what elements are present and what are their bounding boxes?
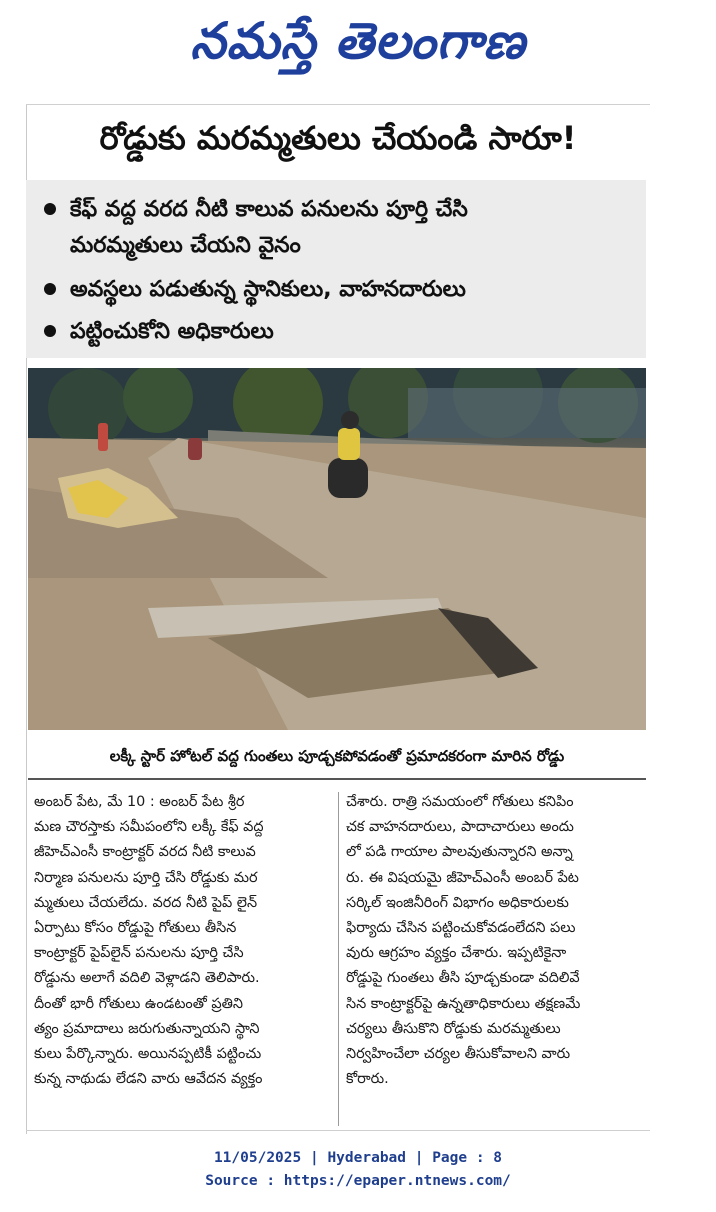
bullet-text: మరమ్మతులు చేయని వైనం: [70, 233, 301, 258]
body-line: మణ చౌరస్తాకు సమీపంలోని లక్కీ కేఫ్ వద్ద: [34, 819, 264, 836]
body-line: వురు ఆగ్రహం వ్యక్తం చేశారు. ఇప్పటికైనా: [346, 945, 567, 962]
bullet-dot-icon: [44, 325, 56, 337]
summary-bullets: [26, 180, 646, 358]
body-line: సిన కాంట్రాక్టర్‌పై ఉన్నతాధికారులు తక్షణమే: [346, 995, 581, 1012]
road-photo-illustration: [28, 368, 646, 730]
body-line: చర్యలు తీసుకొని రోడ్డుకు మరమ్మతులు: [346, 1020, 561, 1037]
body-line: కున్న నాథుడు లేడని వారు ఆవేదన వ్యక్తం: [34, 1071, 263, 1088]
bullet-text: కేఫ్ వద్ద వరద నీటి కాలువ పనులను పూర్తి చేసి: [70, 197, 468, 222]
bullet-dot-icon: [44, 283, 56, 295]
photo-caption: లక్కీ స్టార్ హోటల్ వద్ద గుంతలు పూడ్చకపోవడంతో ప్రమాదకరంగా మారిన రోడ్డు: [109, 747, 565, 765]
body-line: సర్కిల్ ఇంజినీరింగ్ విభాగం అధికారులకు: [346, 894, 569, 911]
road-photo: [28, 368, 646, 730]
article-headline: రోడ్డుకు మరమ్మతులు చేయండి సారూ!: [99, 119, 577, 157]
article-body-right-column: [346, 790, 646, 1092]
body-line: రు. ఈ విషయమై జీహెచ్ఎంసీ అంబర్ పేట: [346, 869, 579, 886]
bullet-text: పట్టించుకోని అధికారులు: [70, 319, 274, 344]
column-divider: [338, 792, 339, 1126]
body-line: జీహెచ్ఎంసీ కాంట్రాక్టర్ వరద నీటి కాలువ: [34, 844, 256, 861]
article-body-left-column: [34, 790, 334, 1092]
body-line: దీంతో భారీ గోతులు ఉండటంతో ప్రతిని: [34, 995, 243, 1012]
body-line: ఏర్పాటు కోసం రోడ్డుపై గోతులు తీసిన: [34, 920, 237, 937]
clipping-top-rule: [26, 104, 650, 105]
body-line: ఫిర్యాదు చేసిన పట్టించుకోవడంలేదని పలు: [346, 920, 576, 937]
caption-divider: [28, 778, 646, 780]
body-line: నిర్మాణ పనులను పూర్తి చేసి రోడ్డుకు మర: [34, 869, 258, 886]
body-line: కోరారు.: [346, 1071, 389, 1088]
clipping-bottom-rule: [26, 1130, 650, 1131]
body-line: చేశారు. రాత్రి సమయంలో గోతులు కనిపిం: [346, 794, 574, 810]
body-line: మ్మతులు చేయలేదు. వరద నీటి పైప్ లైన్: [34, 894, 258, 911]
body-line: రోడ్డును అలాగే వదిలి వెళ్లాడని తెలిపారు.: [34, 970, 260, 987]
body-line: లో పడి గాయాల పాలవుతున్నారని అన్నా: [346, 844, 573, 861]
bullet-dot-icon: [44, 203, 56, 215]
body-line: కులు పేర్కొన్నారు. అయినప్పటికీ పట్టించు: [34, 1046, 262, 1063]
body-line: రోడ్డుపై గుంతలు తీసి పూడ్చకుండా వదిలివే: [346, 970, 580, 987]
body-line: చక వాహనదారులు, పాదాచారులు అందు: [346, 819, 574, 836]
body-line: నిర్వహించేలా చర్యల తీసుకోవాలని వారు: [346, 1046, 571, 1063]
bullet-text: అవస్థలు పడుతున్న స్థానికులు, వాహనదారులు: [70, 277, 466, 302]
newspaper-masthead: నమస్తే తెలంగాణ: [190, 12, 526, 70]
body-line: కాంట్రాక్టర్ పైప్‌లైన్ పనులను పూర్తి చేసి: [34, 945, 244, 962]
body-line: త్యం ప్రమాదాలు జరుగుతున్నాయని స్థాని: [34, 1020, 260, 1037]
footer-source: Source : https://epaper.ntnews.com/: [205, 1173, 511, 1189]
footer-dateline: 11/05/2025 | Hyderabad | Page : 8: [213, 1150, 503, 1166]
body-line: అంబర్ పేట, మే 10 : అంబర్ పేట శ్రీర: [34, 794, 245, 810]
